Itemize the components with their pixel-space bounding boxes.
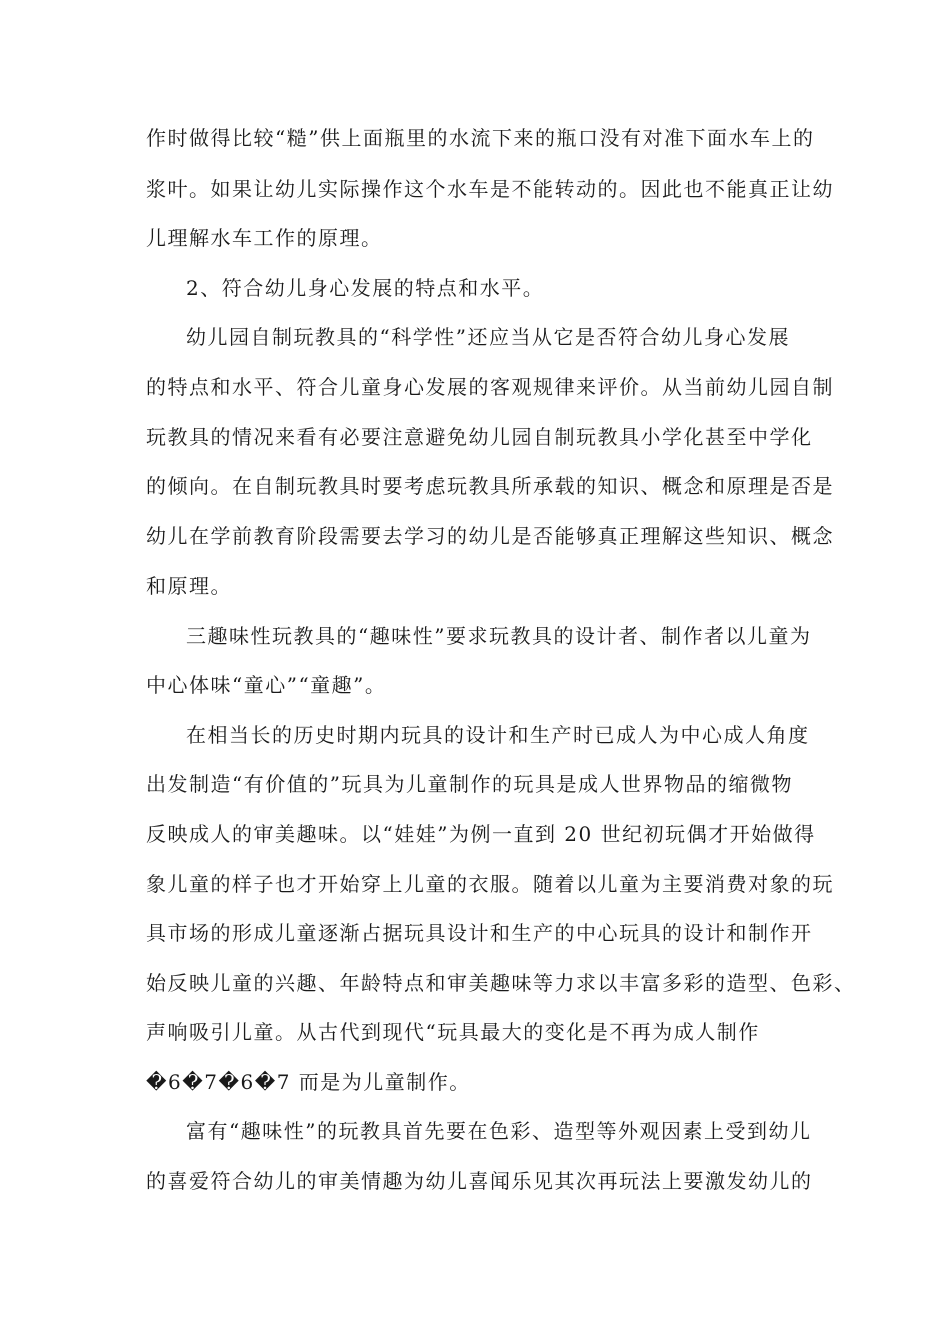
text-line: 具市场的形成儿童逐渐占据玩具设计和生产的中心玩具的设计和制作开: [146, 921, 813, 945]
text-line: 出发制造“有价值的”玩具为儿童制作的玩具是成人世界物品的缩微物: [146, 772, 793, 796]
text-line: 2、符合幼儿身心发展的特点和水平。: [186, 276, 545, 300]
text-line: 象儿童的样子也才开始穿上儿童的衣服。随着以儿童为主要消费对象的玩: [146, 872, 834, 896]
text-line: 三趣味性玩教具的“趣味性”要求玩教具的设计者、制作者以儿童为: [186, 624, 812, 648]
text-line: 浆叶。如果让幼儿实际操作这个水车是不能转动的。因此也不能真正让幼: [146, 177, 834, 201]
text-line: 幼儿园自制玩教具的“科学性”还应当从它是否符合幼儿身心发展: [186, 325, 790, 349]
text-line: 的喜爱符合幼儿的审美情趣为幼儿喜闻乐见其次再玩法上要激发幼儿的: [146, 1169, 813, 1193]
text-line: 中心体味“童心”“童趣”。: [146, 673, 387, 697]
text-line: 富有“趣味性”的玩教具首先要在色彩、造型等外观因素上受到幼儿: [186, 1119, 812, 1143]
text-line: 作时做得比较“糙”供上面瓶里的水流下来的瓶口没有对准下面水车上的: [146, 126, 815, 150]
text-line: 的倾向。在自制玩教具时要考虑玩教具所承载的知识、概念和原理是否是: [146, 474, 834, 498]
text-line: 反映成人的审美趣味。以“娃娃”为例一直到 20 世纪初玩偶才开始做得: [146, 822, 816, 846]
text-line: 声响吸引儿童。从古代到现代“玩具最大的变化是不再为成人制作: [146, 1020, 760, 1044]
text-line: �6�7�6�7 而是为儿童制作。: [146, 1070, 471, 1094]
text-line: 在相当长的历史时期内玩具的设计和生产时已成人为中心成人角度: [186, 723, 810, 747]
text-line: 的特点和水平、符合儿童身心发展的客观规律来评价。从当前幼儿园自制: [146, 375, 834, 399]
text-line: 玩教具的情况来看有必要注意避免幼儿园自制玩教具小学化甚至中学化: [146, 425, 813, 449]
text-line: 始反映儿童的兴趣、年龄特点和审美趣味等力求以丰富多彩的造型、色彩、: [146, 971, 856, 995]
text-line: 和原理。: [146, 574, 232, 598]
text-line: 幼儿在学前教育阶段需要去学习的幼儿是否能够真正理解这些知识、概念: [146, 524, 834, 548]
text-line: 儿理解水车工作的原理。: [146, 226, 383, 250]
